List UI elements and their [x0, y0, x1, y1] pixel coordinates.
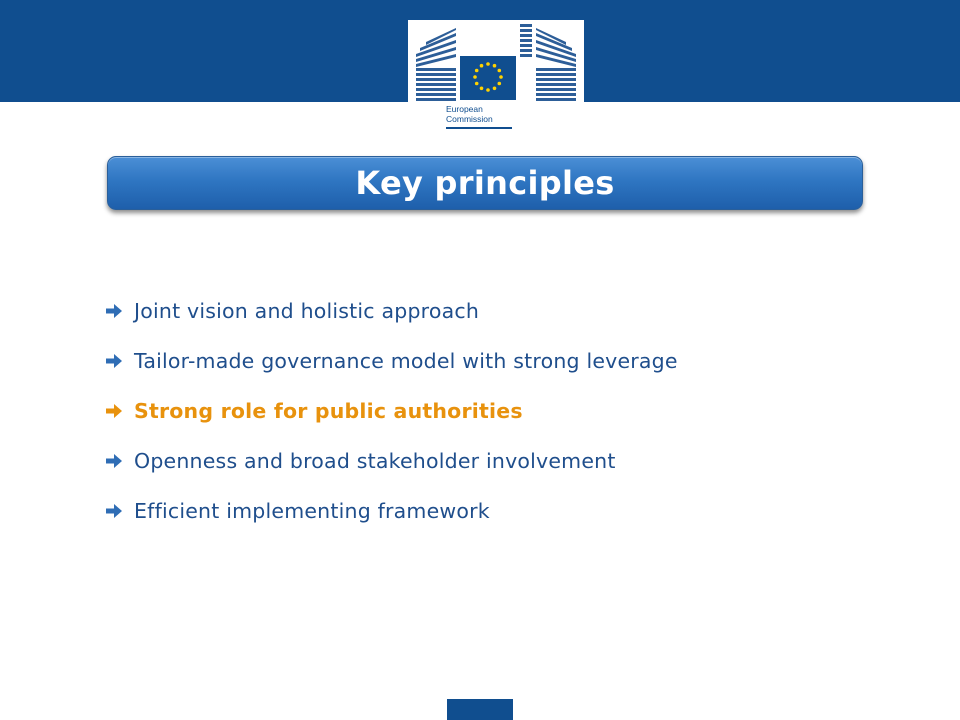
bullet-item [104, 286, 678, 336]
arrow-right-icon [104, 451, 124, 471]
footer-tab [447, 699, 513, 720]
bullet-text: Efficient implementing framework [134, 499, 490, 523]
bullet-text: Strong role for public authorities [134, 399, 523, 423]
bullet-list [104, 286, 678, 536]
arrow-right-icon [104, 401, 124, 421]
bullet-item [104, 436, 678, 486]
page-title: Key principles [355, 164, 615, 202]
bullet-item [104, 336, 678, 386]
bullet-text: Joint vision and holistic approach [134, 299, 480, 323]
arrow-right-icon [104, 301, 124, 321]
bullet-item-highlighted [104, 386, 678, 436]
bullet-text: Tailor-made governance model with strong leverage [134, 349, 678, 373]
svg-text:Commission: Commission [446, 114, 493, 124]
arrow-right-icon [104, 501, 124, 521]
svg-text:European: European [446, 104, 483, 114]
arrow-right-icon [104, 351, 124, 371]
european-commission-logo [408, 20, 584, 134]
title-banner [107, 156, 863, 210]
bullet-item [104, 486, 678, 536]
bullet-text: Openness and broad stakeholder involvement [134, 449, 616, 473]
